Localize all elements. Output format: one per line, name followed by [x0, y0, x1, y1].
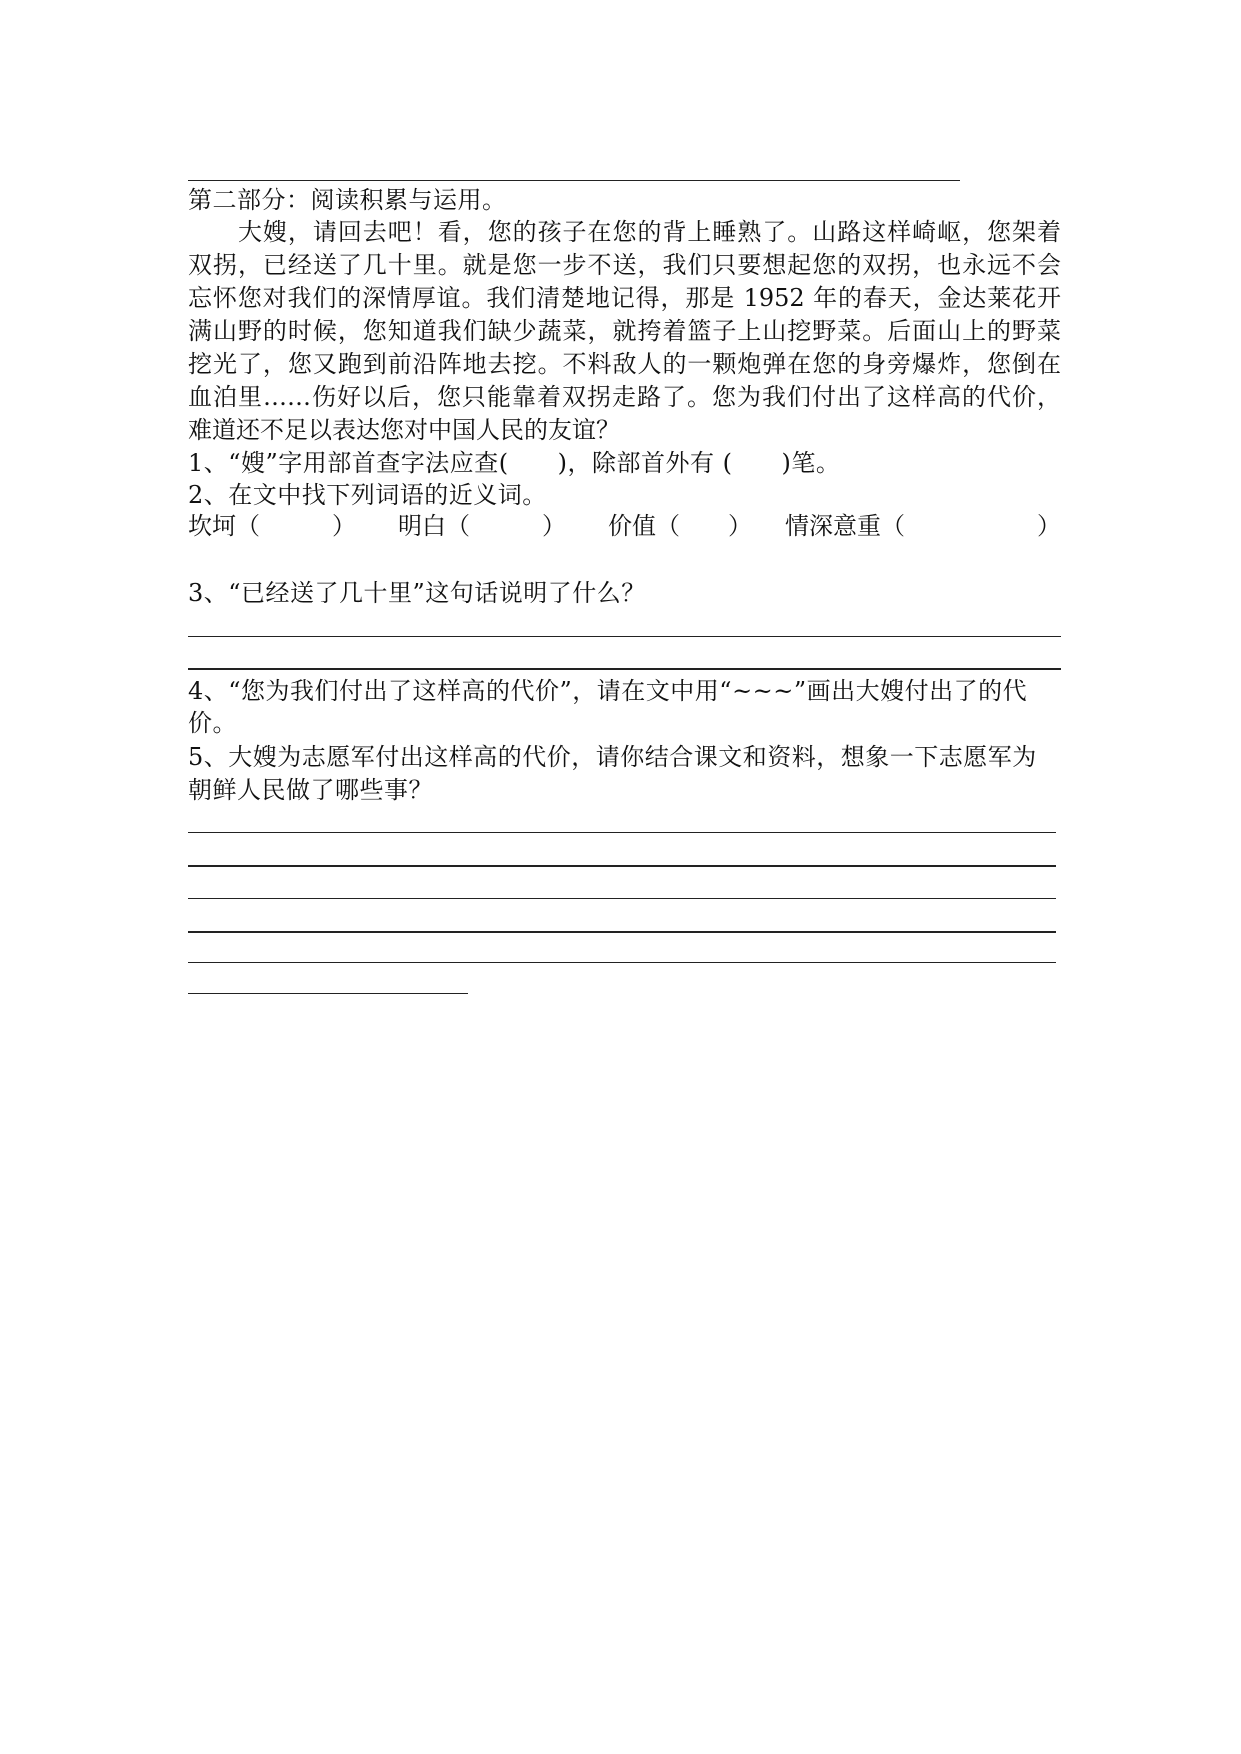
passage-line: 忘怀您对我们的深情厚谊。我们清楚地记得，那是 1952 年的春天，金达莱花开 — [188, 284, 1061, 312]
passage-line: 血泊里……伤好以后，您只能靠着双拐走路了。您为我们付出了这样高的代价， — [188, 383, 1061, 411]
section-title: 第二部分：阅读积累与运用。 — [188, 186, 507, 214]
question-1: 1、“嫂”字用部首查字法应查( )，除部首外有 ( )笔。 — [188, 449, 841, 477]
passage-line: 难道还不足以表达您对中国人民的友谊？ — [188, 416, 620, 444]
passage-line: 双拐，已经送了几十里。就是您一步不送，我们只要想起您的双拐，也永远不会 — [188, 251, 1061, 279]
question-5: 5、大嫂为志愿军付出这样高的代价，请你结合课文和资料，想象一下志愿军为 — [188, 743, 1037, 771]
synonym-item: 坎坷（ ） — [188, 512, 356, 540]
question-4: 4、“您为我们付出了这样高的代价”，请在文中用“~~~”画出大嫂付出了的代 — [188, 677, 1028, 705]
passage-line: 满山野的时候，您知道我们缺少蔬菜，就挎着篮子上山挖野菜。后面山上的野菜 — [188, 317, 1061, 345]
passage-line: 大嫂，请回去吧！看，您的孩子在您的背上睡熟了。山路这样崎岖，您架着 — [188, 218, 1061, 246]
question-4-cont: 价。 — [188, 709, 237, 737]
answer-line — [188, 865, 1056, 867]
answer-line — [188, 668, 1061, 670]
answer-line — [188, 993, 468, 994]
question-3: 3、“已经送了几十里”这句话说明了什么？ — [188, 579, 646, 607]
synonym-item: 情深意重（ — [785, 512, 905, 540]
question-5-cont: 朝鲜人民做了哪些事？ — [188, 776, 433, 804]
synonym-item: ） — [1037, 512, 1061, 540]
answer-line — [188, 898, 1056, 899]
synonym-item: 价值（ ） — [608, 512, 752, 540]
answer-line — [188, 636, 1061, 637]
question-2: 2、在文中找下列词语的近义词。 — [188, 481, 547, 509]
synonym-row — [188, 510, 1061, 542]
synonym-item: 明白（ ） — [398, 512, 566, 540]
answer-line — [188, 832, 1056, 833]
answer-line — [188, 962, 1056, 963]
answer-line — [188, 931, 1056, 933]
passage-line: 挖光了，您又跑到前沿阵地去挖。不料敌人的一颗炮弹在您的身旁爆炸，您倒在 — [188, 350, 1061, 378]
answer-line — [188, 180, 960, 181]
